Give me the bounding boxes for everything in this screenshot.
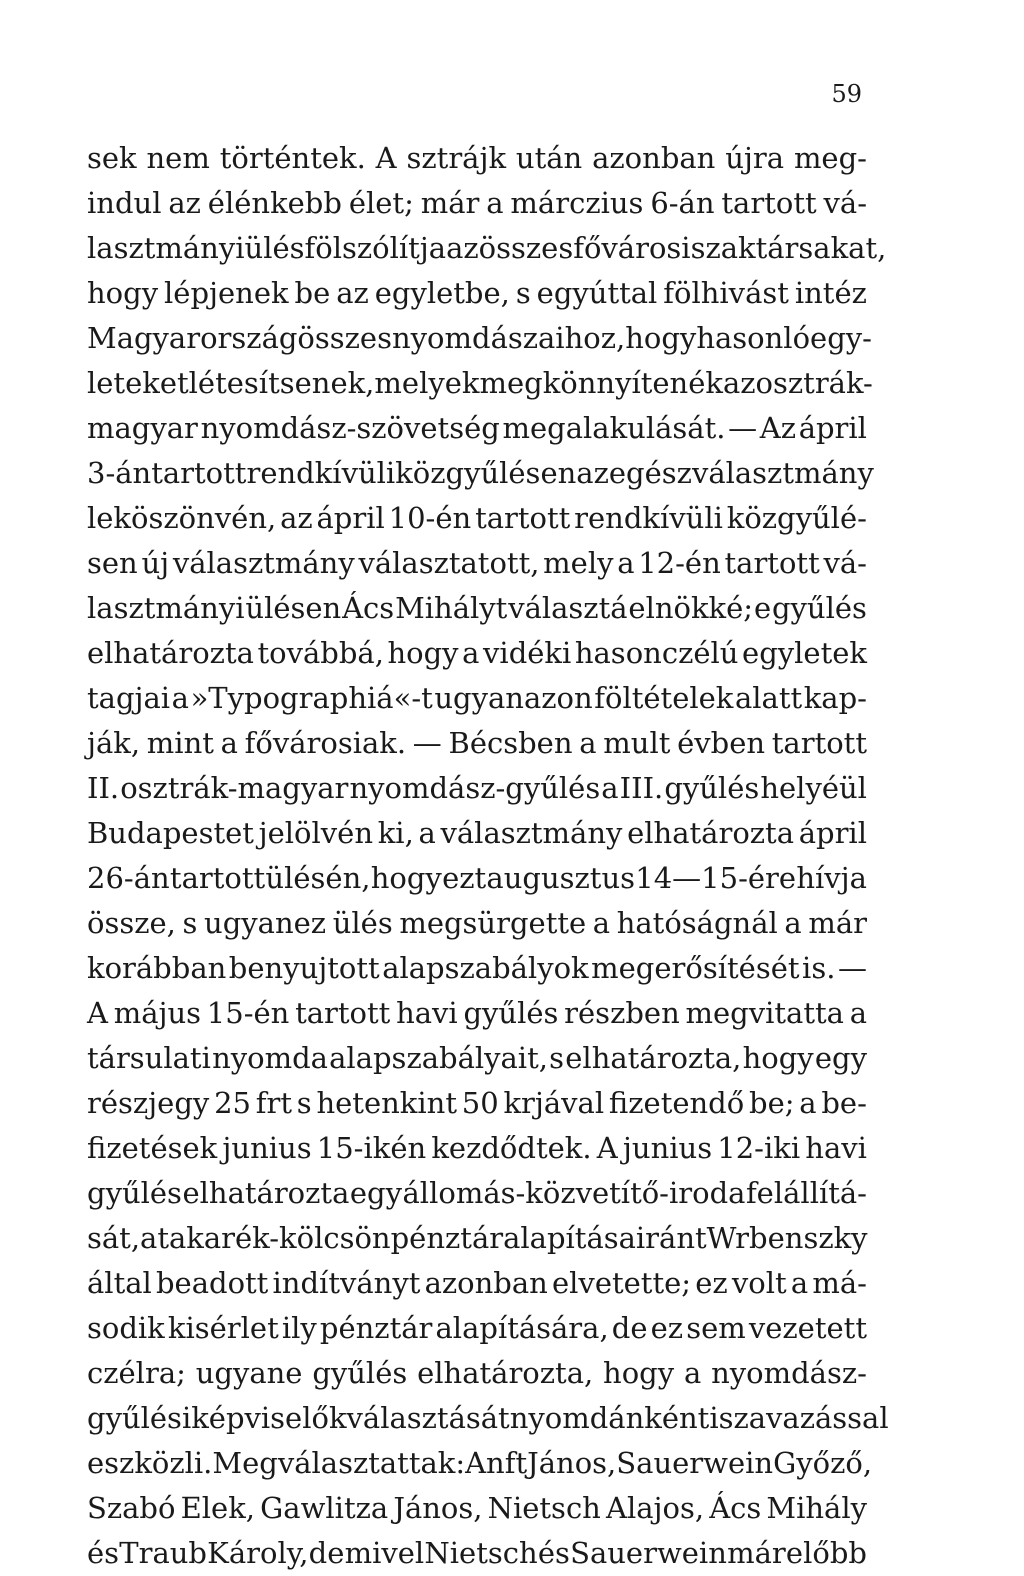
text-line xyxy=(87,1306,867,1351)
word: a xyxy=(683,1356,702,1390)
word: — xyxy=(412,726,442,760)
word: megsürgette xyxy=(399,906,587,940)
word: hetenkint xyxy=(316,1086,457,1120)
word: ugyanazon xyxy=(434,681,593,715)
word: létesítsenek, xyxy=(188,366,375,400)
text-line xyxy=(87,316,872,361)
word: má- xyxy=(812,1266,867,1300)
word: egy- xyxy=(810,321,872,355)
word: és xyxy=(87,1536,120,1570)
word: elhatározta xyxy=(182,1176,350,1210)
word: s xyxy=(182,906,198,940)
text-line xyxy=(87,586,867,631)
word: ják, xyxy=(87,726,141,760)
word: 3-án xyxy=(87,456,152,490)
word: állomás-közvetítő-iroda xyxy=(402,1176,746,1210)
word: ily xyxy=(281,1311,317,1345)
word: 25 xyxy=(214,1086,251,1120)
word: Szabó xyxy=(87,1491,176,1525)
page-number: 59 xyxy=(831,80,862,108)
word: fővárosiak. xyxy=(244,726,407,760)
word: Elek, xyxy=(180,1491,255,1525)
text-line xyxy=(87,271,867,316)
word: fizetendő xyxy=(608,1086,745,1120)
word: mult xyxy=(603,726,671,760)
word: alapszabályok xyxy=(382,951,589,985)
word: tartott xyxy=(721,186,817,220)
word: a xyxy=(486,186,504,220)
word: A xyxy=(375,141,397,175)
word: választá xyxy=(508,591,628,625)
word: részben xyxy=(564,996,680,1030)
word: de xyxy=(308,1536,345,1570)
word: választását xyxy=(346,1401,510,1435)
word: ülés xyxy=(244,231,305,265)
word: a xyxy=(220,726,238,760)
text-line xyxy=(87,541,867,586)
word: a xyxy=(799,1086,817,1120)
word: azonban xyxy=(592,141,716,175)
word: be; xyxy=(749,1086,795,1120)
word: volt xyxy=(731,1266,787,1300)
word: benyujtott xyxy=(228,951,380,985)
text-line xyxy=(87,406,867,451)
word: a xyxy=(784,906,802,940)
word: sodik xyxy=(87,1311,165,1345)
word: intéz xyxy=(794,276,867,310)
word: 26-án xyxy=(87,861,170,895)
word: megalakulását. xyxy=(502,411,726,445)
word: be xyxy=(294,276,331,310)
word: gyűlés xyxy=(312,1356,408,1390)
word: be- xyxy=(821,1086,867,1120)
word: az xyxy=(336,276,369,310)
word: ülés xyxy=(332,906,393,940)
word: választmány xyxy=(691,456,874,490)
word: felállítá- xyxy=(745,1176,867,1210)
word: János, xyxy=(393,1491,483,1525)
word: hogy xyxy=(625,321,697,355)
word: gyűlés xyxy=(664,771,760,805)
word: János, xyxy=(527,1446,617,1480)
word: indul xyxy=(87,186,162,220)
word: fővárosi xyxy=(573,231,691,265)
text-line xyxy=(87,1036,867,1081)
word: élénkebb xyxy=(207,186,342,220)
word: sen xyxy=(87,546,138,580)
word: választmány xyxy=(440,816,623,850)
word: — xyxy=(728,411,758,445)
word: s xyxy=(296,1086,312,1120)
word: vá- xyxy=(823,186,867,220)
text-line xyxy=(87,1216,867,1261)
word: a xyxy=(617,546,635,580)
word: gyűlés xyxy=(463,996,559,1030)
word: 10-én xyxy=(388,501,472,535)
text-line xyxy=(87,451,874,496)
word: vidéki xyxy=(483,636,572,670)
text-line xyxy=(87,1396,889,1441)
word: közgyűlé- xyxy=(726,501,867,535)
text-line xyxy=(87,676,867,721)
text-line xyxy=(87,991,867,1036)
word: sztrájk xyxy=(406,141,507,175)
word: rendkívüli xyxy=(574,501,723,535)
body-text xyxy=(87,136,889,1576)
word: fölszólítja xyxy=(304,231,447,265)
word: megkönnyítenék xyxy=(479,366,723,400)
word: kezdődtek. xyxy=(431,1131,592,1165)
word: meg- xyxy=(793,141,867,175)
word: Ács xyxy=(342,591,395,625)
word: ülésen xyxy=(245,591,342,625)
word: ápril xyxy=(798,411,867,445)
word: nem xyxy=(146,141,210,175)
word: Győző, xyxy=(773,1446,873,1480)
word: sek xyxy=(87,141,137,175)
word: egy xyxy=(814,1041,867,1075)
word: tartott xyxy=(169,861,266,895)
word: tartott xyxy=(724,546,820,580)
word: pénztár xyxy=(319,1311,433,1345)
word: hogy xyxy=(387,636,459,670)
word: már xyxy=(420,186,480,220)
word: az xyxy=(168,186,201,220)
word: Budapestet xyxy=(87,816,254,850)
word: II. xyxy=(87,771,120,805)
word: indítványt xyxy=(272,1266,421,1300)
word: gyűlés xyxy=(87,1176,182,1210)
word: helyéül xyxy=(760,771,867,805)
word: után xyxy=(515,141,583,175)
word: nyomdánkénti xyxy=(509,1401,719,1435)
word: tagjai xyxy=(87,681,171,715)
word: hogy xyxy=(742,1041,814,1075)
word: lasztmányi xyxy=(87,231,245,265)
word: Wrbenszky xyxy=(706,1221,868,1255)
text-line xyxy=(87,811,867,856)
word: tartott xyxy=(475,501,571,535)
word: de xyxy=(611,1311,648,1345)
word: továbbá, xyxy=(257,636,384,670)
word: Nietsch xyxy=(487,1491,601,1525)
word: rendkívüli xyxy=(246,456,396,490)
word: sát, xyxy=(87,1221,141,1255)
word: mely xyxy=(543,546,614,580)
word: a xyxy=(849,996,867,1030)
word: magyar xyxy=(87,411,198,445)
word: újra xyxy=(725,141,785,175)
word: össze, xyxy=(87,906,176,940)
word: kisérlet xyxy=(167,1311,279,1345)
word: a xyxy=(140,1221,158,1255)
word: fizetések xyxy=(87,1131,218,1165)
word: Mihályt xyxy=(395,591,508,625)
word: előbb xyxy=(785,1536,867,1570)
word: mint xyxy=(146,726,214,760)
word: egész xyxy=(608,456,692,490)
text-line xyxy=(87,361,873,406)
word: történtek. xyxy=(219,141,366,175)
word: havi xyxy=(805,1131,867,1165)
word: a xyxy=(579,726,597,760)
word: már xyxy=(727,1536,786,1570)
word: egyletek xyxy=(742,636,867,670)
text-line xyxy=(87,901,867,946)
word: közgyűlésen xyxy=(395,456,577,490)
word: vá- xyxy=(823,546,867,580)
word: Magyarország xyxy=(87,321,298,355)
word: Alajos, xyxy=(606,1491,705,1525)
text-line xyxy=(87,1441,873,1486)
word: elvetette; xyxy=(552,1266,692,1300)
word: a xyxy=(790,1266,809,1300)
word: A xyxy=(596,1131,618,1165)
word: Károly, xyxy=(207,1536,309,1570)
word: elhatározta, xyxy=(417,1356,594,1390)
word: hasonczélú xyxy=(574,636,739,670)
text-line xyxy=(87,856,867,901)
word: nyomdász-gyűlés xyxy=(349,771,601,805)
text-line xyxy=(87,1081,867,1126)
word: is. xyxy=(802,951,836,985)
word: 15-én xyxy=(206,996,290,1030)
word: választatott, xyxy=(358,546,540,580)
word: választmány xyxy=(172,546,355,580)
word: fölhivást xyxy=(663,276,789,310)
word: leteket xyxy=(87,366,189,400)
word: képviselők xyxy=(191,1401,347,1435)
word: által xyxy=(87,1266,152,1300)
word: Megválasztattak: xyxy=(212,1446,466,1480)
word: ugyanez xyxy=(204,906,327,940)
word: szaktársakat, xyxy=(690,231,887,265)
word: s xyxy=(515,276,531,310)
word: új xyxy=(141,546,170,580)
word: nyomdász- xyxy=(711,1356,867,1390)
word: Az xyxy=(759,411,797,445)
word: a xyxy=(418,816,436,850)
word: nyomda xyxy=(212,1041,328,1075)
word: részjegy xyxy=(87,1086,210,1120)
word: ezt xyxy=(442,861,487,895)
word: összes xyxy=(478,231,574,265)
word: 12-iki xyxy=(717,1131,801,1165)
word: elhatározta xyxy=(87,636,254,670)
word: lasztmányi xyxy=(87,591,245,625)
word: élet; xyxy=(348,186,414,220)
word: már xyxy=(808,906,867,940)
text-line xyxy=(87,1261,867,1306)
word: elhatározta, xyxy=(565,1041,742,1075)
word: Bécsben xyxy=(448,726,573,760)
text-line xyxy=(87,1171,867,1216)
text-line xyxy=(87,1126,867,1171)
word: Sauerwein xyxy=(570,1536,727,1570)
word: alapszabályait, xyxy=(329,1041,548,1075)
word: hogy xyxy=(370,861,442,895)
word: megvitatta xyxy=(685,996,844,1030)
word: gyűlés xyxy=(771,591,867,625)
word: krjával xyxy=(503,1086,605,1120)
word: Ács xyxy=(709,1491,762,1525)
word: Anft xyxy=(465,1446,528,1480)
word: junius xyxy=(222,1131,312,1165)
word: a xyxy=(592,906,611,940)
text-line xyxy=(87,631,867,676)
word: havi xyxy=(396,996,458,1030)
word: az xyxy=(576,456,609,490)
word: márczius xyxy=(510,186,644,220)
word: — xyxy=(837,951,867,985)
word: sem xyxy=(686,1311,746,1345)
word: a xyxy=(462,636,480,670)
word: augusztus xyxy=(486,861,636,895)
word: az xyxy=(722,366,756,400)
word: eszközli. xyxy=(87,1446,213,1480)
word: tartott xyxy=(771,726,867,760)
text-line xyxy=(87,1351,867,1396)
word: vezetett xyxy=(748,1311,867,1345)
text-line xyxy=(87,226,887,271)
word: elhatározta xyxy=(627,816,795,850)
word: a xyxy=(171,681,189,715)
text-line xyxy=(87,181,867,226)
word: alapítása xyxy=(503,1221,636,1255)
word: hatóságnál xyxy=(616,906,778,940)
word: az xyxy=(280,501,313,535)
word: osztrák-magyar xyxy=(120,771,349,805)
word: egyúttal xyxy=(536,276,658,310)
word: hívja xyxy=(796,861,867,895)
word: megerősítését xyxy=(591,951,800,985)
word: junius xyxy=(622,1131,713,1165)
word: ez xyxy=(695,1266,728,1300)
word: 15-ikén xyxy=(316,1131,427,1165)
word: egyletbe, xyxy=(374,276,510,310)
word: egy xyxy=(349,1176,402,1210)
word: az xyxy=(446,231,479,265)
word: ez xyxy=(650,1311,684,1345)
word: kap- xyxy=(803,681,867,715)
word: ugyane xyxy=(195,1356,303,1390)
word: 6-án xyxy=(650,186,715,220)
word: és xyxy=(537,1536,570,1570)
word: hasonló xyxy=(696,321,811,355)
word: czélra; xyxy=(87,1356,186,1390)
text-line xyxy=(87,1531,867,1576)
word: hogy xyxy=(87,276,159,310)
word: 50 xyxy=(461,1086,499,1120)
word: ápril xyxy=(316,501,385,535)
word: ápril xyxy=(798,816,867,850)
word: takarék-kölcsönpénztár xyxy=(157,1221,504,1255)
word: 12-én xyxy=(638,546,721,580)
word: frt xyxy=(255,1086,293,1120)
text-line xyxy=(87,766,867,811)
text-line xyxy=(87,721,867,766)
word: Nietsch xyxy=(424,1536,538,1570)
word: tartott xyxy=(295,996,391,1030)
text-line xyxy=(87,946,867,991)
word: föltételek xyxy=(594,681,734,715)
word: elnökké; xyxy=(628,591,754,625)
word: összes xyxy=(297,321,392,355)
word: 14—15-ére xyxy=(635,861,797,895)
word: társulati xyxy=(87,1041,211,1075)
word: Mihály xyxy=(766,1491,867,1525)
word: s xyxy=(549,1041,565,1075)
word: korábban xyxy=(87,951,227,985)
word: Gawlitza xyxy=(260,1491,389,1525)
word: osztrák- xyxy=(755,366,873,400)
word: május xyxy=(113,996,202,1030)
word: azonban xyxy=(424,1266,548,1300)
word: tartott xyxy=(151,456,247,490)
word: »Typographiá«-t xyxy=(190,681,433,715)
word: ki, xyxy=(377,816,414,850)
word: Sauerwein xyxy=(616,1446,774,1480)
word: lépjenek xyxy=(164,276,289,310)
word: jelölvén xyxy=(258,816,374,850)
word: szavazással xyxy=(718,1401,889,1435)
word: alatt xyxy=(734,681,803,715)
text-line xyxy=(87,1486,867,1531)
word: a xyxy=(601,771,619,805)
word: gyűlési xyxy=(87,1401,192,1435)
word: alapítására, xyxy=(435,1311,609,1345)
word: nyomdász-szövetség xyxy=(200,411,500,445)
text-line xyxy=(87,496,867,541)
word: évben xyxy=(677,726,766,760)
word: mivel xyxy=(344,1536,425,1570)
word: hogy xyxy=(603,1356,675,1390)
word: III. xyxy=(619,771,664,805)
word: nyomdászaihoz, xyxy=(391,321,626,355)
word: Traub xyxy=(119,1536,207,1570)
word: A xyxy=(87,996,108,1030)
word: beadott xyxy=(155,1266,269,1300)
word: melyek xyxy=(374,366,480,400)
word: ülésén, xyxy=(265,861,371,895)
word: iránt xyxy=(635,1221,707,1255)
text-line xyxy=(87,136,867,181)
word: e xyxy=(753,591,772,625)
word: leköszönvén, xyxy=(87,501,277,535)
